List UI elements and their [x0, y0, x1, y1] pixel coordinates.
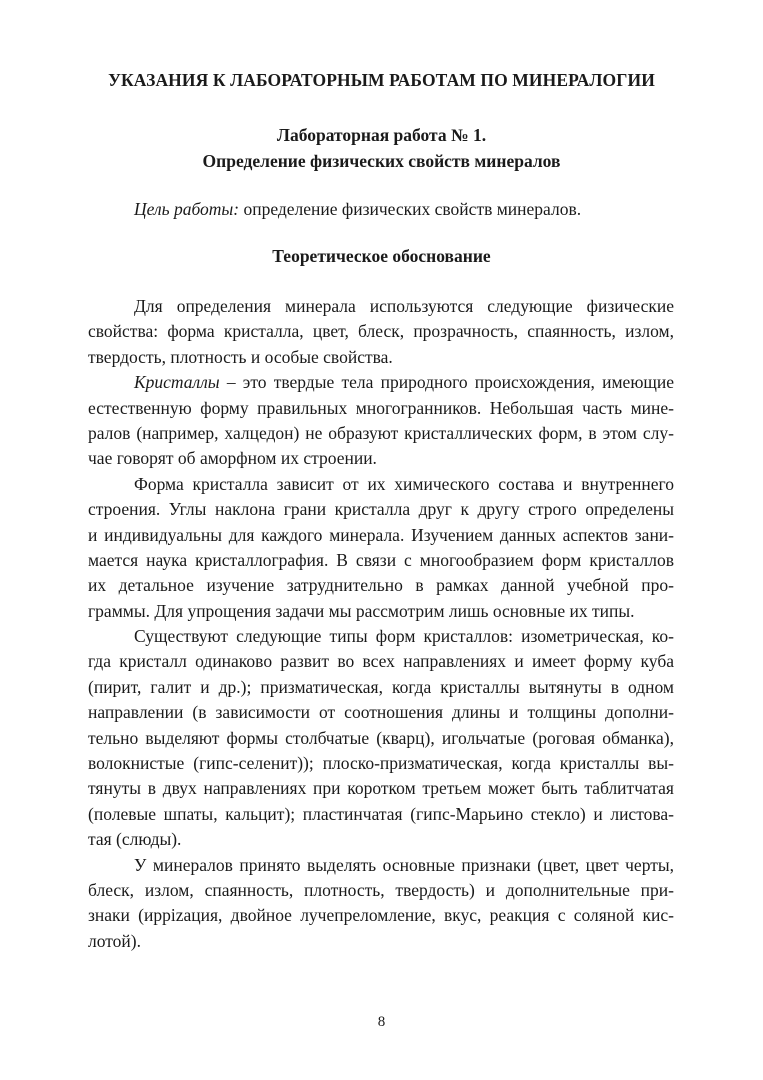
- paragraph-5-line: У минералов принято выделять основные признаки (цвет, цвет черты,: [134, 854, 674, 875]
- paragraph-3-line: мается наука кристаллография. В связи с многообразием форм кристаллов: [88, 549, 674, 570]
- body-text: [88, 294, 674, 954]
- goal-text: определение физических свойств минералов.: [239, 199, 582, 219]
- paragraph-3-line: и индивидуальны для каждого минерала. Изучением данных аспектов зани-: [88, 524, 674, 545]
- section-title: Теоретическое обоснование: [272, 246, 491, 266]
- crystals-term: Кристаллы: [134, 372, 220, 393]
- document-main-title: УКАЗАНИЯ К ЛАБОРАТОРНЫМ РАБОТАМ ПО МИНЕРАЛОГИИ: [108, 70, 655, 90]
- paragraph-4-line: тянуты в двух направлениях при коротком третьем может быть таблитчатая: [88, 778, 674, 799]
- paragraph-5-line: знаки (иррizация, двойное лучепреломление, вкус, реакция с соляной кис-: [88, 905, 674, 926]
- paragraph-4-line: (пирит, галит и др.); призматическая, когда кристаллы вытянуты в одном: [88, 676, 674, 697]
- paragraph-4-line: волокнистые (гипс-селенит)); плоско-призматическая, когда кристаллы вы-: [88, 753, 674, 774]
- paragraph-3-line: граммы. Для упрощения задачи мы рассмотрим лишь основные их типы.: [88, 600, 635, 621]
- paragraph-3-line: Форма кристалла зависит от их химического состава и внутреннего: [134, 473, 674, 494]
- paragraph-1-line: твердость, плотность и особые свойства.: [88, 346, 393, 367]
- paragraph-2-line: естественную форму правильных многогранников. Небольшая часть мине-: [88, 397, 674, 418]
- paragraph-4-line: направлении (в зависимости от соотношения длины и толщины дополни-: [88, 702, 674, 723]
- paragraph-2-line: чае говорят об аморфном их строении.: [88, 448, 377, 469]
- paragraph-2-line: ралов (например, халцедон) не образуют кристаллических форм, в этом слу-: [88, 422, 674, 443]
- paragraph-4-line: (полевые шпаты, кальцит); пластинчатая (гипс-Марьино стекло) и листова-: [88, 803, 674, 824]
- paragraph-1-line: Для определения минерала используются следующие физические: [134, 296, 674, 316]
- paragraph-4-line: тая (слюды).: [88, 829, 182, 850]
- paragraph-3-line: строения. Углы наклона грани кристалла друг к другу строго определены: [88, 499, 674, 520]
- paragraph-4-line: Существуют следующие типы форм кристаллов: изометрическая, ко-: [134, 626, 674, 647]
- paragraph-5-line: лотой).: [88, 930, 141, 951]
- paragraph-4-line: тельно выделяют формы столбчатые (кварц), игольчатые (роговая обманка),: [88, 727, 674, 748]
- lab-subtitle: Определение физических свойств минералов: [202, 151, 561, 171]
- lab-number: Лабораторная работа № 1.: [276, 125, 487, 145]
- paragraph-1-line: свойства: форма кристалла, цвет, блеск, прозрачность, спаянность, излом,: [88, 321, 674, 342]
- page-number: 8: [377, 1014, 386, 1030]
- paragraph-2-line: Кристаллы – это твердые тела природного происхождения, имеющие: [134, 372, 674, 393]
- paragraph-3-line: их детальное изучение затруднительно в рамках данной учебной про-: [88, 575, 674, 596]
- lab-work-heading: [0, 122, 763, 174]
- goal-label: Цель работы:: [134, 199, 240, 219]
- paragraph-4-line: гда кристалл одинаково развит во всех направлениях и имеет форму куба: [88, 651, 674, 672]
- lab-goal: [134, 199, 581, 220]
- paragraph-5-line: блеск, излом, спаянность, плотность, твердость) и дополнительные при-: [88, 879, 674, 900]
